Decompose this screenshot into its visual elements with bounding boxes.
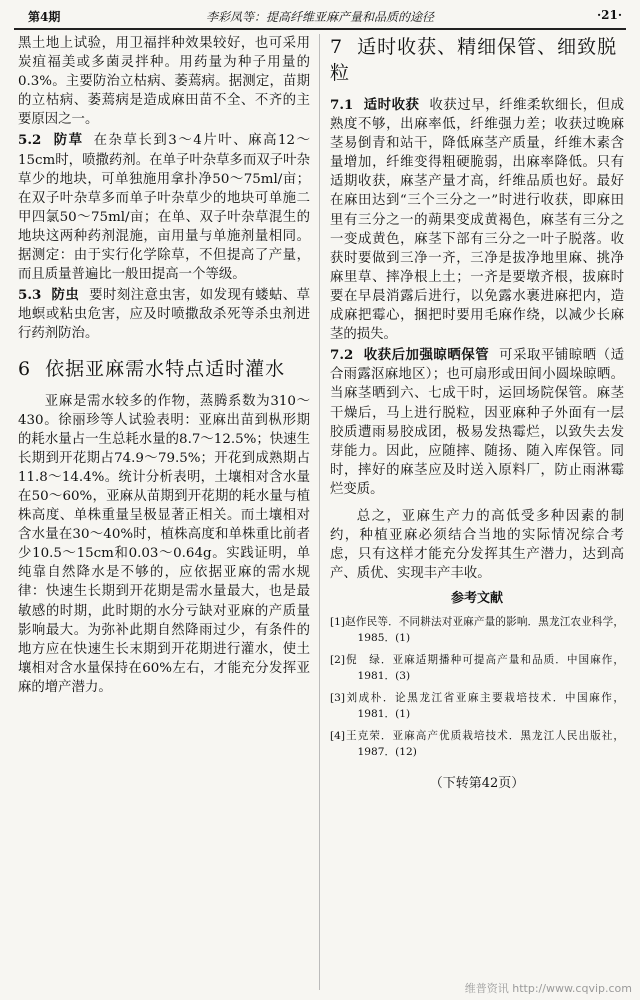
section-6-title: 依据亚麻需水特点适时灌水	[45, 357, 286, 380]
section-6-paragraph: 亚麻是需水较多的作物，蒸腾系数为310～430。徐丽珍等人试验表明：亚麻出苗到枞形期的耗水量占一生总耗水量的8.7～12.5%；快速生长期到开花期占74.9～79.5%；开花到成熟期占11.8～14.4%。统计分析表明，土壤相对含水量在50～60%，亚麻从苗期到开花期的耗水量与植株高度、单株重量呈极显著正相关。而土壤相对含水量在30～40%时，植株高度和单株重比前者少10.5～15cm和0.03～0.64g。实践证明，单纯靠自然降水是不够的，应依据亚麻的需水规律：快速生长期到开花期是需水量最大，也是最敏感的时期，此时期的水分亏缺对亚麻的产质量影响最大。为弥补此期自然降雨过少，有条件的地方应在快速生长末期到开花期进行灌水，使土壤相对含水量保持在60%左右，才能充分发挥亚麻的增产潜力。	[18, 393, 310, 695]
references-title: 参考文献	[450, 591, 503, 607]
section-5-3-text: 要时刻注意虫害，如发现有蝼蛄、草地螟或粘虫危害，应及时喷撒敌杀死等杀虫剂进行药剂防治。	[18, 288, 310, 342]
references-list	[330, 614, 624, 760]
reference-item: [3]刘成朴．论黑龙江省亚麻主要栽培技术．中国麻作，1981．(1)	[330, 692, 624, 721]
section-7-2-title: 收获后加强晾晒保管	[363, 347, 490, 364]
section-5-2-text: 在杂草长到3～4片叶、麻高12～15cm时，喷撒药剂。在单子叶杂草多而双子叶杂草少的地块，可单独施用拿扑净50～75ml/亩；在双子叶杂草多而单子叶杂草少的地块可单施二甲四氯50～75ml/亩；在单、双子叶杂草混生的地块这两种药剂混施，亩用量与单施剂量相同。据测定：由于实行化学除草，不但提高了产量，而且质量普遍比一般田提高一个等级。	[18, 133, 310, 283]
continued-note: （下转第42页）	[429, 776, 525, 792]
section-5-3-heading	[18, 287, 79, 303]
column-divider	[319, 34, 320, 990]
section-7-1-heading	[330, 97, 419, 113]
section-5-2-number: 5.2	[18, 132, 42, 149]
section-5-2	[18, 131, 310, 284]
section-7-2-text: 可采取平铺晾晒（适合雨露沤麻地区）；也可扇形或田间小圆垛晾晒。当麻茎晒到六、七成干时，运回场院保管。麻茎干燥后，马上进行脱粒，因亚麻种子外面有一层胶质遭雨易胶成团，极易发热霉烂，以致失去发芽能力。因此，应随摔、随扬、随入库保管。同时，摔好的麻茎应及时送入原料厂，防止雨淋霉烂变质。	[330, 348, 624, 497]
reference-item: [2]倪 绿．亚麻适期播种可提高产量和品质．中国麻作，1981．(3)	[330, 654, 624, 683]
section-7-1-title: 适时收获	[363, 97, 420, 113]
section-5-3-title: 防虫	[51, 287, 80, 304]
section-7-title: 适时收获、精细保管、细致脱粒	[330, 36, 618, 84]
section-7-1-number: 7.1	[330, 97, 354, 113]
reference-item: [4]王克荣．亚麻高产优质栽培技术．黑龙江人民出版社，1987．(12)	[330, 730, 624, 759]
section-7-1-text: 收获过早，纤维柔软细长，但成熟度不够，出麻率低，纤维强力差；收获过晚麻茎易倒青和站干，降低麻茎产质量，纤维木素含量增加，纤维变得粗硬脆弱，出麻率降低。只有适期收获，麻茎产量才高，纤维品质也好。最好在麻田达到“三个三分之一”时进行收获，即麻田里有三分之一的蒴果变成黄褐色，麻茎有三分之一变成黄色，麻茎下部有三分之一叶子脱落。收获时要做到三净一齐，三净是拔净地里麻、挑净麻里草、摔净根上土；一齐是要墩齐根，拔麻时要在早晨消露后进行，以免露水裹进麻把内，造成麻把霉心，捆把时要用毛麻作绕，以减少长麻茎的损失。	[330, 98, 624, 343]
running-title: 李彩凤等：提高纤维亚麻产量和品质的途径	[206, 10, 435, 24]
issue-number: 第4期	[28, 10, 61, 24]
page-header	[14, 4, 626, 30]
section-7-heading	[330, 34, 624, 86]
intro-paragraph: 黑土地上试验，用卫福拌种效果较好，也可采用炭疽福美或多菌灵拌种。用药量为种子用量的0.3%。主要防治立枯病、萎蔫病。据测定，苗期的立枯病、萎蔫病是造成麻田苗不全、不齐的主要原因之一。	[18, 36, 310, 128]
section-6-number: 6	[18, 357, 32, 380]
section-7-2-heading	[330, 347, 489, 363]
right-column	[330, 34, 624, 996]
reference-item: [1]赵作民等．不同耕法对亚麻产量的影响．黑龙江农业科学，1985．(1)	[330, 616, 624, 645]
section-7-2-number: 7.2	[330, 347, 354, 364]
section-7-2	[330, 346, 624, 499]
section-7-number: 7	[330, 36, 344, 58]
left-column	[18, 34, 310, 996]
section-5-3-number: 5.3	[18, 287, 42, 304]
page-number: ·21·	[596, 8, 622, 22]
section-7-1	[330, 96, 624, 344]
conclusion-paragraph: 总之，亚麻生产力的高低受多种因素的制约，种植亚麻必须结合当地的实际情况综合考虑，只有这样才能充分发挥其生产潜力，达到高产、质优、实现丰产丰收。	[330, 508, 624, 582]
watermark: 维普资讯 http://www.cqvip.com	[464, 982, 632, 995]
section-5-2-heading	[18, 132, 84, 148]
section-5-3	[18, 286, 310, 343]
section-6-heading	[18, 356, 310, 382]
section-5-2-title: 防草	[53, 132, 84, 149]
